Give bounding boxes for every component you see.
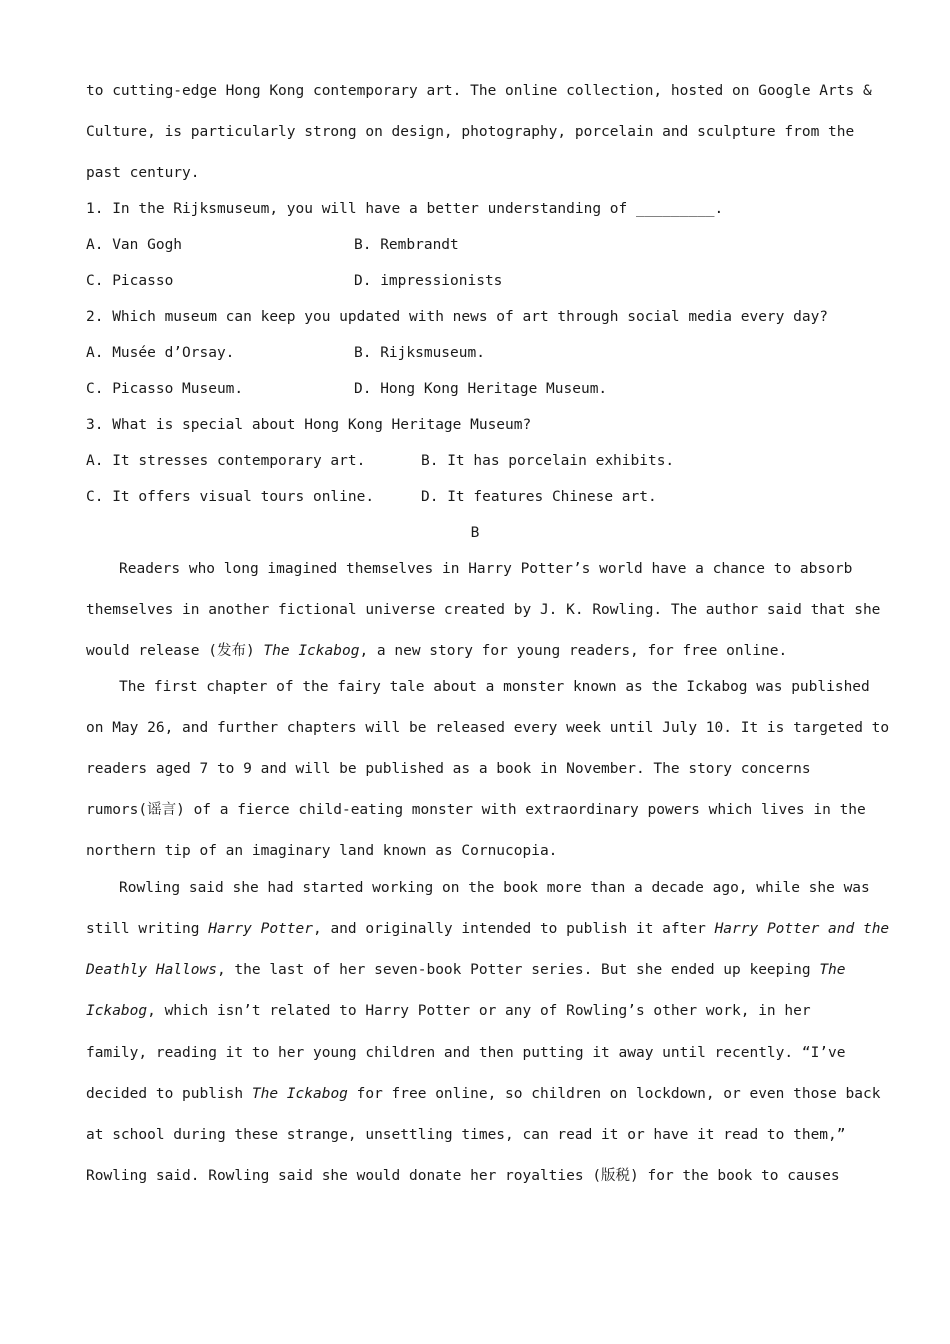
p1-line-1: Readers who long imagined themselves in Harry Potter’s world have a chance to absorb	[119, 561, 853, 577]
title-ickabog-2: The Ickabog	[251, 1086, 348, 1102]
title-ickabog-end: Ickabog	[86, 1003, 148, 1019]
question-3-option-c: C. It offers visual tours online.	[86, 489, 375, 505]
p2-line-5: northern tip of an imaginary land known as Cornucopia.	[86, 843, 558, 859]
p3-line-2	[86, 919, 889, 939]
p1-line-2: themselves in another fictional universe created by J. K. Rowling. The author said that she	[86, 602, 881, 618]
question-3-stem: 3. What is special about Hong Kong Heritage Museum?	[86, 417, 532, 433]
question-3-option-b: B. It has porcelain exhibits.	[421, 453, 675, 469]
question-2-option-d: D. Hong Kong Heritage Museum.	[354, 381, 608, 397]
intro-line-1: to cutting-edge Hong Kong contemporary art. The online collection, hosted on Google Arts &	[86, 83, 872, 99]
p2-line-1: The first chapter of the fairy tale about a monster known as the Ickabog was published	[119, 679, 870, 695]
question-2-option-a: A. Musée d’Orsay.	[86, 345, 235, 361]
intro-line-3: past century.	[86, 165, 200, 181]
p3-line-8: Rowling said. Rowling said she would donate her royalties (版税) for the book to causes	[86, 1168, 840, 1184]
title-hp-deathly-hallows-end: Deathly Hallows	[86, 962, 217, 978]
question-3-option-a: A. It stresses contemporary art.	[86, 453, 366, 469]
p3-line-3	[86, 960, 846, 980]
p3-line-6-b: for free online, so children on lockdown, or even those back	[347, 1086, 881, 1102]
question-1-option-c: C. Picasso	[86, 273, 174, 289]
p2-line-2: on May 26, and further chapters will be released every week until July 10. It is targeted to	[86, 720, 890, 736]
intro-line-2: Culture, is particularly strong on design, photography, porcelain and sculpture from the	[86, 124, 855, 140]
p1-line-3	[86, 641, 787, 661]
question-2-option-c: C. Picasso Museum.	[86, 381, 244, 397]
question-3-option-d: D. It features Chinese art.	[421, 489, 657, 505]
title-harry-potter: Harry Potter	[208, 921, 313, 937]
p3-line-2-a: still writing	[86, 921, 209, 937]
question-1-option-b: B. Rembrandt	[354, 237, 459, 253]
p3-line-4-a: , which isn’t related to Harry Potter or any of Rowling’s other work, in her	[147, 1003, 811, 1019]
p2-line-4: rumors(谣言) of a fierce child-eating monster with extraordinary powers which lives in the	[86, 802, 866, 818]
p3-line-6-a: decided to publish	[86, 1086, 252, 1102]
title-ickabog-start: The	[819, 962, 846, 978]
question-1-option-d: D. impressionists	[354, 273, 503, 289]
p3-line-4	[86, 1001, 811, 1021]
question-2-option-b: B. Rijksmuseum.	[354, 345, 485, 361]
p3-line-5: family, reading it to her young children and then putting it away until recently. “I’ve	[86, 1045, 846, 1061]
p3-line-1: Rowling said she had started working on the book more than a decade ago, while she was	[119, 880, 870, 896]
p3-line-6	[86, 1084, 880, 1104]
title-hp-deathly-hallows-start: Harry Potter and the	[714, 921, 890, 937]
p1-line-3-b: , a new story for young readers, for free online.	[359, 643, 788, 659]
p2-line-3: readers aged 7 to 9 and will be published as a book in November. The story concerns	[86, 761, 811, 777]
question-1-option-a: A. Van Gogh	[86, 237, 183, 253]
section-b-heading: B	[470, 525, 480, 541]
p3-line-2-b: , and originally intended to publish it after	[312, 921, 715, 937]
p3-line-7: at school during these strange, unsettling times, can read it or have it read to them,”	[86, 1127, 846, 1143]
question-2-stem: 2. Which museum can keep you updated with news of art through social media every day?	[86, 309, 829, 325]
p3-line-3-a: , the last of her seven-book Potter series. But she ended up keeping	[216, 962, 820, 978]
book-title-ickabog: The Ickabog	[263, 643, 360, 659]
question-1-stem: 1. In the Rijksmuseum, you will have a better understanding of _________.	[86, 201, 724, 217]
p1-line-3-a: would release (发布)	[86, 643, 264, 659]
